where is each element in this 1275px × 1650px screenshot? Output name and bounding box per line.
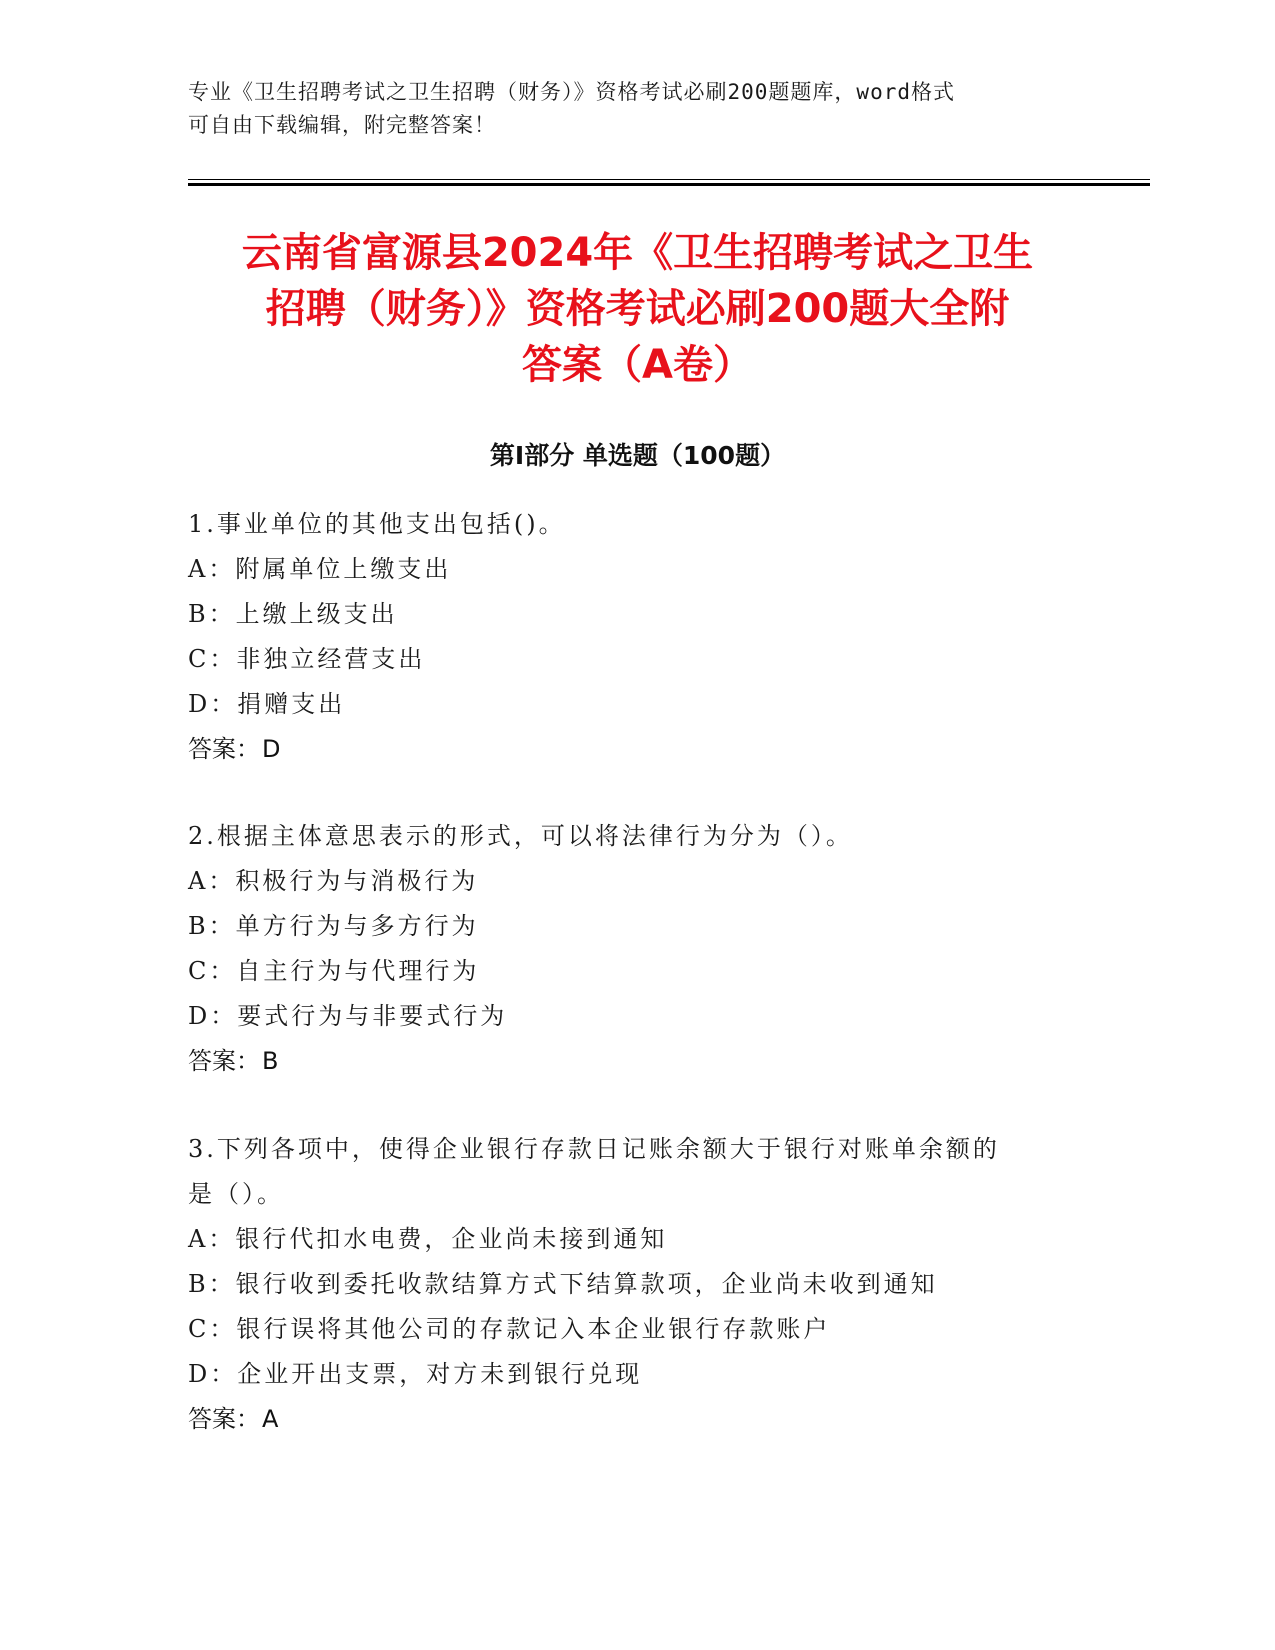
option-a: A：附属单位上缴支出 [188, 555, 452, 583]
option-a: A：银行代扣水电费，企业尚未接到通知 [188, 1225, 668, 1253]
answer-value: A [262, 1405, 279, 1433]
option-b: B：单方行为与多方行为 [188, 912, 479, 940]
document-title-line-3: 答案（A卷） [522, 342, 753, 388]
question-stem-line-2: 是（）。 [188, 1180, 284, 1208]
header-note [188, 76, 1088, 142]
option-c: C：银行误将其他公司的存款记入本企业银行存款账户 [188, 1315, 831, 1343]
option-c: C：非独立经营支出 [188, 645, 426, 673]
option-b: B：银行收到委托收款结算方式下结算款项，企业尚未收到通知 [188, 1270, 938, 1298]
option-b: B：上缴上级支出 [188, 600, 398, 628]
document-title-line-2: 招聘（财务）》资格考试必刷200题大全附 [265, 286, 1010, 332]
question-2 [188, 814, 1088, 1084]
answer-line [188, 727, 1088, 772]
option-d: D：要式行为与非要式行为 [188, 1002, 508, 1030]
question-stem: 2.根据主体意思表示的形式，可以将法律行为分为（）。 [188, 822, 853, 850]
answer-label: 答案： [188, 1405, 260, 1433]
question-1 [188, 502, 1088, 772]
header-note-line-1: 专业《卫生招聘考试之卫生招聘（财务）》资格考试必刷200题题库，word格式 [188, 80, 955, 104]
header-divider-thick [188, 183, 1150, 186]
header-divider-thin [188, 179, 1150, 180]
option-a: A：积极行为与消极行为 [188, 867, 479, 895]
answer-value: B [262, 1047, 279, 1075]
question-stem-line-1: 3.下列各项中，使得企业银行存款日记账余额大于银行对账单余额的 [188, 1135, 1000, 1163]
header-note-line-2: 可自由下载编辑，附完整答案！ [188, 113, 496, 137]
answer-value: D [262, 735, 281, 763]
answer-line [188, 1039, 1088, 1084]
question-stem: 1.事业单位的其他支出包括()。 [188, 510, 566, 538]
answer-line [188, 1397, 1088, 1442]
question-3 [188, 1127, 1088, 1442]
document-title [140, 225, 1135, 393]
document-title-line-1: 云南省富源县2024年《卫生招聘考试之卫生 [241, 230, 1034, 276]
answer-label: 答案： [188, 735, 260, 763]
answer-label: 答案： [188, 1047, 260, 1075]
option-d: D：捐赠支出 [188, 690, 346, 718]
section-heading: 第Ⅰ部分 单选题（100题） [489, 441, 786, 470]
option-c: C：自主行为与代理行为 [188, 957, 480, 985]
option-d: D：企业开出支票，对方未到银行兑现 [188, 1360, 643, 1388]
